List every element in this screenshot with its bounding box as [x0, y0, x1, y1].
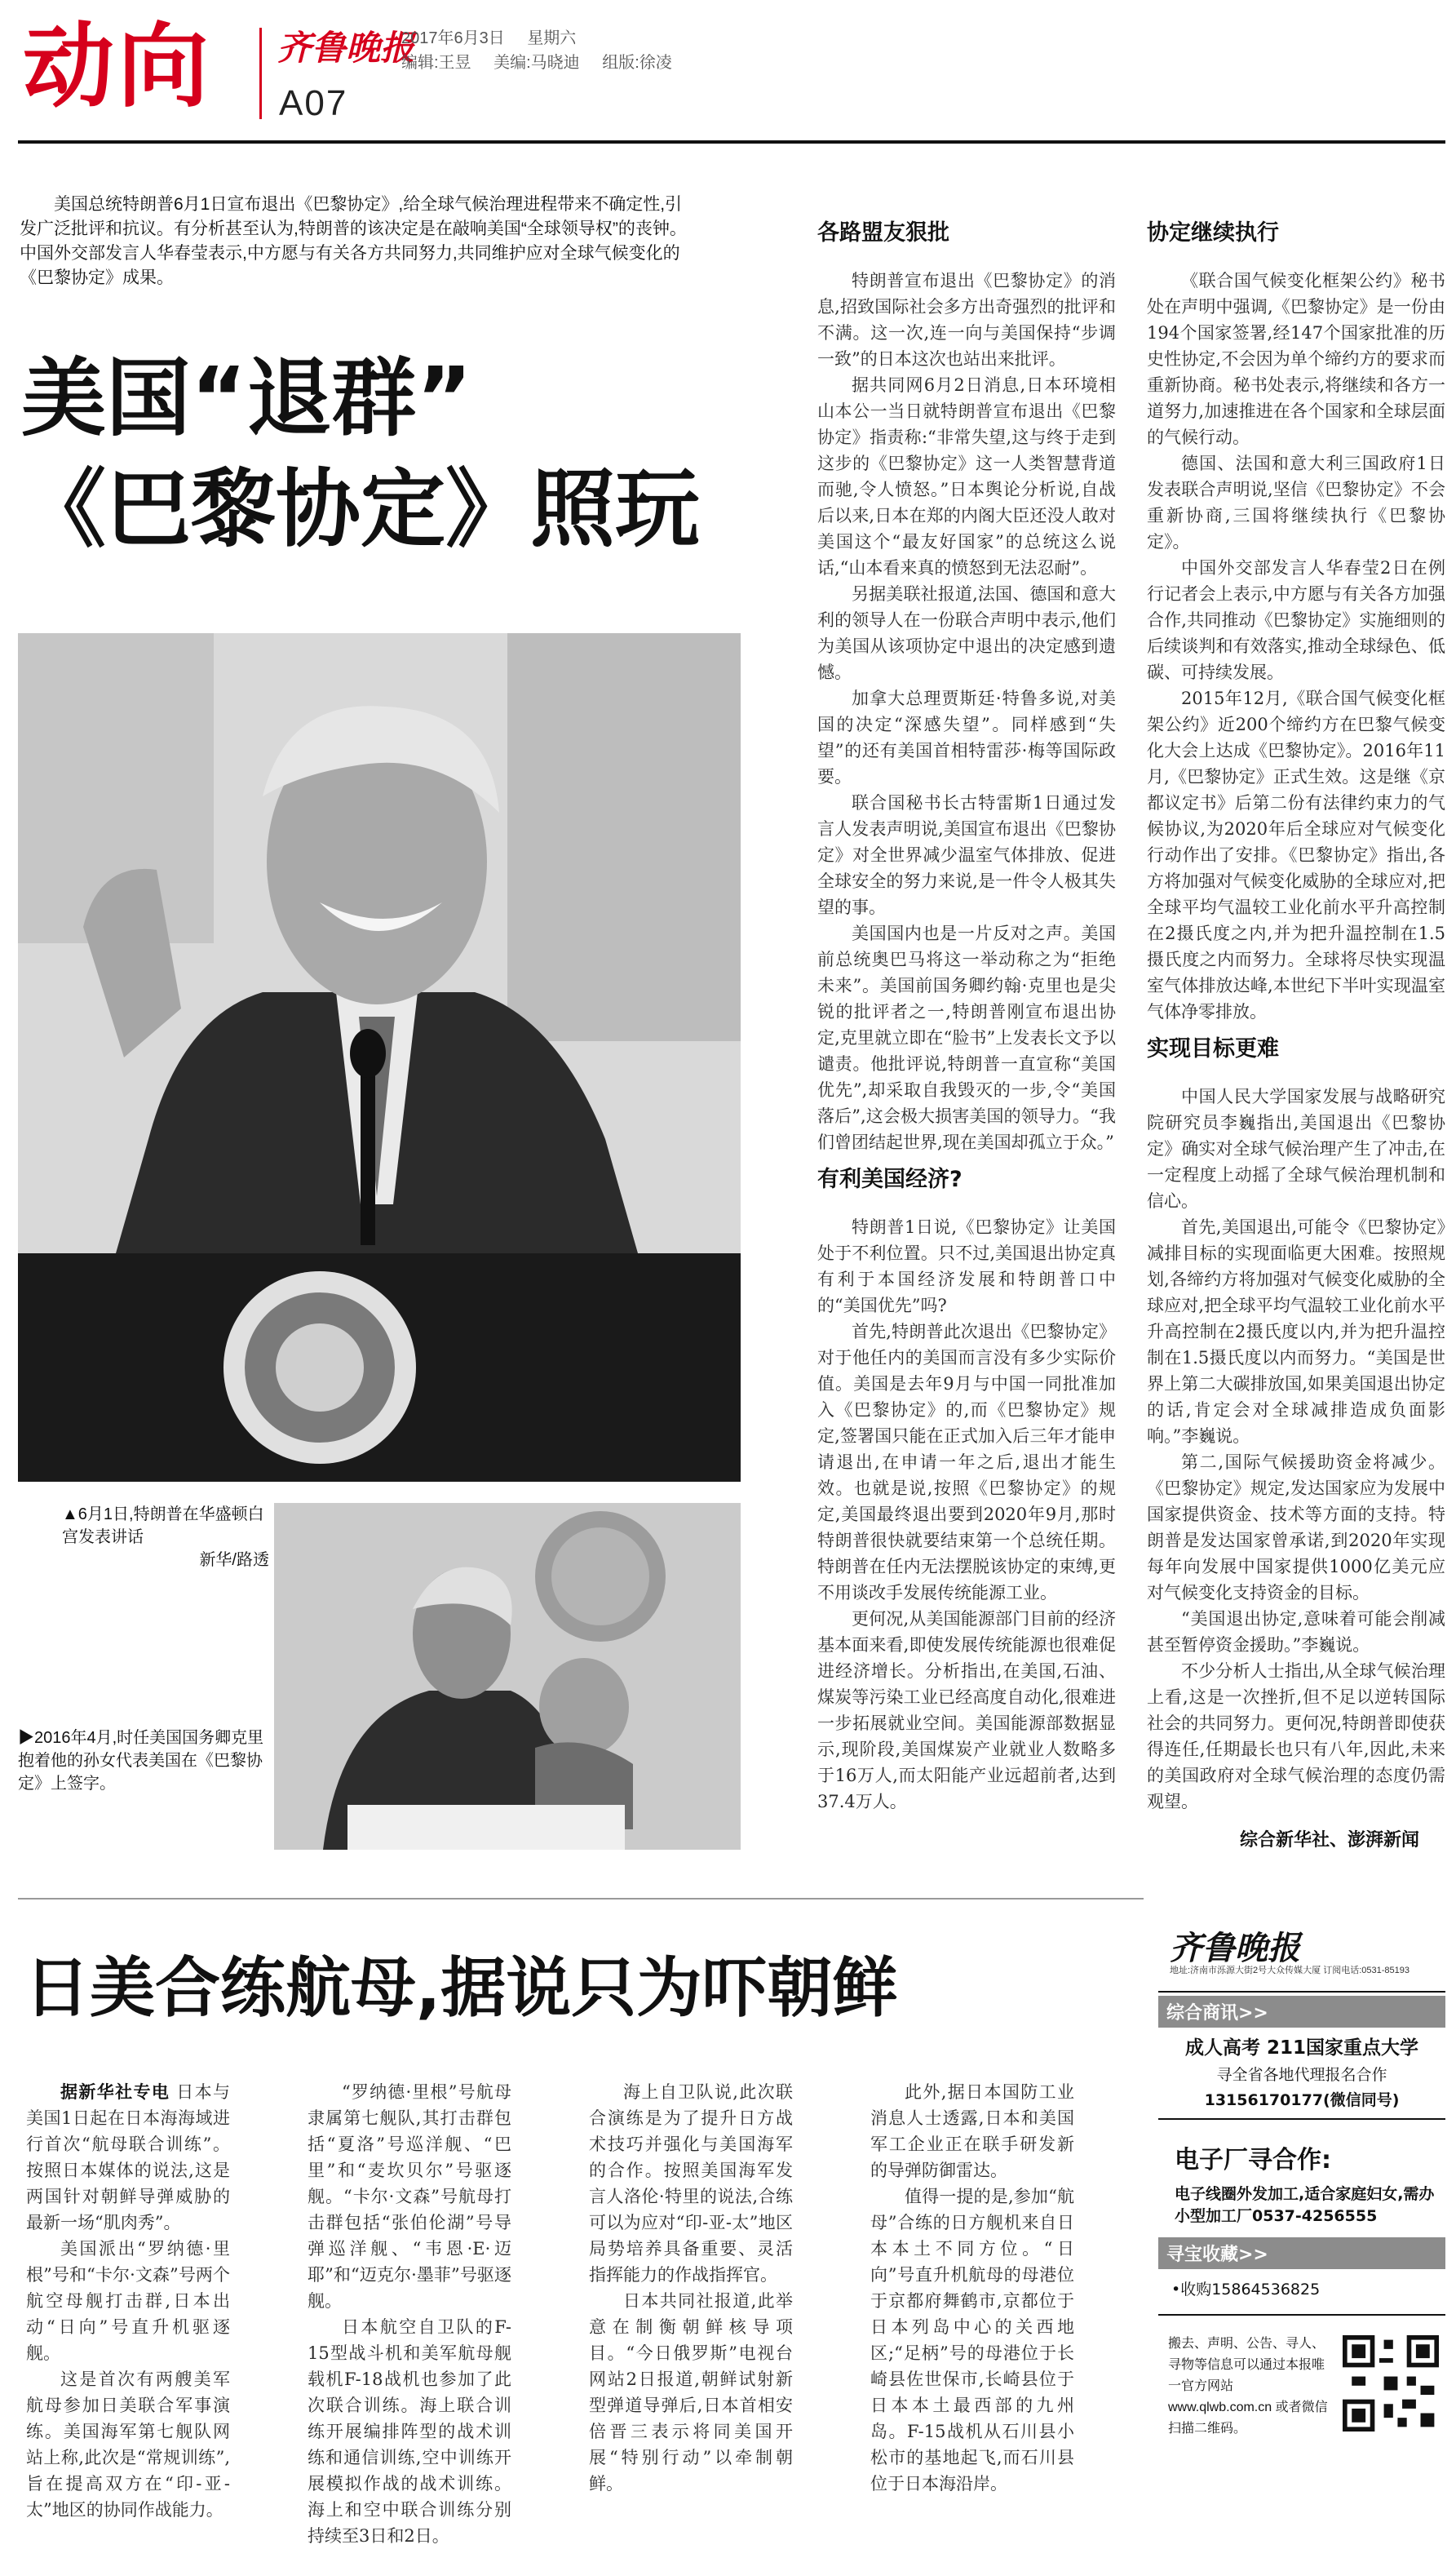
lead-column-a — [817, 209, 1116, 1815]
page-number: A07 — [279, 83, 348, 123]
masthead — [18, 11, 1445, 127]
newspaper-logo: 齐鲁晚报 — [277, 28, 415, 68]
paragraph: 首先,美国退出,可能令《巴黎协定》减排目标的实现面临更大困难。按照规划,各缔约方将加强对气候变化威胁的全球应对,把全球平均气温较工业化前水平升高控制在2摄氏度以内,并为把升温控制在1.5摄氏度以内而努力。“美国是世界上第二大碳排放国,如果美国退出协定的话,肯定会对全球减排造成负面影响。”李巍说。 — [1147, 1217, 1445, 1446]
ad-body: 电子线圈外发加工,适合家庭妇女,需办小型加工厂0537-4256555 — [1175, 2185, 1435, 2225]
qr-code-icon — [1343, 2335, 1439, 2432]
paragraph: 美国派出“罗纳德·里根”号和“卡尔·文森”号两个航空母舰打击群,日本出动“日向”号直升机驱逐舰。 — [26, 2239, 230, 2363]
paragraph: 这是首次有两艘美军航母参加日美联合军事演练。美国海军第七舰队网站上称,此次是“常规训练”,旨在提高双方在“印-亚-太”地区的协同作战能力。 — [26, 2369, 230, 2520]
ads-website-notice — [1158, 2322, 1445, 2485]
ads-category-collectibles: 寻宝收藏>> — [1158, 2237, 1445, 2269]
ads-category-general: 综合商讯>> — [1158, 1996, 1445, 2028]
classified-ads — [1158, 1917, 1445, 2489]
paragraph: 德国、法国和意大利三国政府1日发表联合声明说,坚信《巴黎协定》不会重新协商,三国将继续执行《巴黎协定》。 — [1147, 454, 1445, 552]
article-source: 综合新华社、澎湃新闻 — [1240, 1829, 1420, 1850]
photo-kerry-signing — [274, 1503, 741, 1850]
second-column-4 — [870, 2079, 1074, 2497]
ads-logo: 齐鲁晚报 — [1170, 1929, 1300, 1967]
issue-date — [401, 24, 594, 48]
date: 2017年6月3日 — [401, 29, 505, 47]
paragraph: 《联合国气候变化框架公约》秘书处在声明中强调,《巴黎协定》是一份由194个国家签署,经147个国家批准的历史性协定,不会因为单个缔约方的要求而重新协商。秘书处表示,将继续和各方一道努力,加速推进在各个国家和全球层面的气候行动。 — [1147, 271, 1445, 447]
paragraph: 更何况,从美国能源部门目前的经济基本面来看,即使发展传统能源也很难促进经济增长。分析指出,在美国,石油、煤炭等污染工业已经高度自动化,很难进一步拓展就业空间。美国能源部数据显示,现阶段,美国煤炭产业就业人数略多于16万人,而太阳能产业远超前者,达到37.4万人。 — [817, 1609, 1116, 1811]
photo-trump-illustration — [18, 633, 741, 1482]
ad-title: 成人高考 211国家重点大学 — [1184, 2037, 1419, 2059]
paragraph: “美国退出协定,意味着可能会削减甚至暂停资金援助。”李巍说。 — [1147, 1609, 1445, 1655]
paragraph: 中国人民大学国家发展与战略研究院研究员李巍指出,美国退出《巴黎协定》确实对全球气候治理产生了冲击,在一定程度上动摇了全球气候治理机制和信心。 — [1147, 1087, 1445, 1211]
top-rule — [18, 140, 1445, 144]
subhead-harder-goals: 实现目标更难 — [1147, 1036, 1279, 1062]
paragraph: 据共同网6月2日消息,日本环境相山本公一当日就特朗普宣布退出《巴黎协定》指责称:“非常失望,这与终于走到这步的《巴黎协定》这一人类智慧背道而驰,令人愤怒。”日本舆论分析说,自战后以来,日本在郑的内阁大臣还没人敢对美国这个“最友好国家”的总统这么说话,“山本看来真的愤怒到无法忍耐”。 — [817, 375, 1116, 578]
second-headline: 日美合练航母,据说只为吓朝鲜 — [24, 1950, 898, 2026]
ads-contact-info: 地址:济南市泺源大街2号大众传媒大厦 订阅电话:0531-85193 — [1170, 1966, 1410, 1975]
paragraph — [26, 2079, 230, 2236]
ad-subtitle: 寻全省各地代理报名合作 — [1216, 2066, 1387, 2084]
paragraph: 美国国内也是一片反对之声。美国前总统奥巴马将这一举动称之为“拒绝未来”。美国前国务卿约翰·克里也是尖锐的批评者之一,特朗普刚宣布退出协定,克里就立即在“脸书”上发表长文予以谴责。他批评说,特朗普一直宣称“美国优先”,却采取自我毁灭的一步,令“美国落后”,这会极大损害美国的领导力。“我们曾团结起世界,现在美国却孤立于众。” — [817, 924, 1116, 1152]
headline-line-2: 《巴黎协定》照玩 — [21, 459, 701, 559]
photo-trump-speech — [18, 633, 741, 1482]
second-column-2 — [308, 2079, 511, 2549]
headline-line-1: 美国“退群” — [21, 348, 472, 448]
paragraph: 加拿大总理贾斯廷·特鲁多说,对美国的决定“深感失望”。同样感到“失望”的还有美国首相特雷莎·梅等国际政要。 — [817, 689, 1116, 787]
paragraph: 日本航空自卫队的F-15型战斗机和美军航母舰载机F-18战机也参加了此次联合训练。海上联合训练开展编排阵型的战术训练和通信训练,空中训练开展模拟作战的战术训练。海上和空中联合训练分别持续至3日和2日。 — [308, 2317, 511, 2546]
ads-divider — [1158, 2118, 1445, 2120]
art-editor: 美编:马晓迪 — [493, 54, 580, 72]
second-column-3 — [589, 2079, 793, 2497]
proofreader: 组版:徐凌 — [602, 54, 672, 72]
weekday: 星期六 — [527, 29, 577, 47]
subhead-allies-criticize: 各路盟友狠批 — [817, 220, 949, 246]
second-column-1 — [26, 2079, 230, 2523]
lead-headline — [21, 343, 739, 565]
ads-divider — [1158, 2314, 1445, 2316]
paragraph: 第二,国际气候援助资金将减少。《巴黎协定》规定,发达国家应为发展中国家提供资金、技术等方面的支持。特朗普是发达国家曾承诺,到2020年实现每年向发展中国家提供1000亿美元应对气候变化支持资金的目标。 — [1147, 1452, 1445, 1603]
paragraph: 另据美联社报道,法国、德国和意大利的领导人在一份联合声明中表示,他们为美国从该项协定中退出的决定感到遗憾。 — [817, 584, 1116, 682]
paragraph: 首先,特朗普此次退出《巴黎协定》对于他任内的美国而言没有多少实际价值。美国是去年9月与中国一同批准加入《巴黎协定》的,而《巴黎协定》规定,签署国只能在正式加入后三年才能申请退出,在申请一年之后,退出才能生效。也就是说,按照《巴黎协定》的规定,美国最终退出要到2020年9月,那时特朗普很快就要结束第一个总统任期。特朗普在任内无法摆脱该协定的束缚,更不用谈改手发展传统能源工业。 — [817, 1322, 1116, 1603]
section-divider — [18, 1898, 1144, 1900]
paragraph: 日本共同社报道,此举意在制衡朝鲜核导项目。“今日俄罗斯”电视台网站2日报道,朝鲜试射新型弹道导弹后,日本首相安倍晋三表示将同美国开展“特别行动”以牵制朝鲜。 — [589, 2291, 793, 2494]
paragraph: “罗纳德·里根”号航母隶属第七舰队,其打击群包括“夏洛”号巡洋舰、“巴里”和“麦坎贝尔”号驱逐舰。“卡尔·文森”号航母打击群包括“张伯伦湖”号导弹巡洋舰、“韦恩·E·迈耶”和“迈克尔·墨菲”号驱逐舰。 — [308, 2082, 511, 2311]
caption-1-text: ▲6月1日,特朗普在华盛顿白宫发表讲话 — [62, 1505, 264, 1546]
section-name: 动向 — [23, 14, 212, 120]
paragraph-text: 日本与美国1日起在日本海海域进行首次“航母联合训练”。按照日本媒体的说法,这是两国针对朝鲜导弹威胁的最新一场“肌肉秀”。 — [26, 2082, 231, 2232]
ad-phone: 13156170177(微信同号) — [1204, 2091, 1400, 2109]
paragraph: 海上自卫队说,此次联合演练是为了提升日方战术技巧并强化与美国海军的合作。按照美国海军发言人洛伦·特里的说法,合练可以为应对“印-亚-太”地区局势培养具备重要、灵活指挥能力的作战指挥官。 — [589, 2082, 793, 2285]
ad-collect: •收购15864536825 — [1171, 2281, 1321, 2299]
ads-notice-text: 搬去、声明、公告、寻人、寻物等信息可以通过本报唯一官方网站 www.qlwb.com.cn 或者微信扫描二维码。 — [1168, 2337, 1328, 2436]
ad-adult-education — [1158, 2033, 1445, 2110]
paragraph: 特朗普宣布退出《巴黎协定》的消息,招致国际社会多方出奇强烈的批评和不满。这一次,连一向与美国保持“步调一致”的日本这次也站出来批评。 — [817, 271, 1116, 369]
staff-credits — [401, 49, 690, 73]
paragraph: 特朗普1日说,《巴黎协定》让美国处于不利位置。只不过,美国退出协定真有利于本国经济发展和特朗普口中的“美国优先”吗? — [817, 1217, 1116, 1315]
masthead-divider — [259, 28, 262, 119]
dateline: 据新华社专电 — [60, 2082, 170, 2102]
photo-caption-1 — [62, 1503, 269, 1572]
paragraph: 值得一提的是,参加“航母”合练的日方舰机来自日本本土不同方位。“日向”号直升机航母的母港位于京都府舞鹤市,京都位于日本列岛中心的关西地区;“足柄”号的母港位于长崎县佐世保市,长崎县位于日本本土最西部的九州岛。F-15战机从石川县小松市的基地起飞,而石川县位于日本海沿岸。 — [870, 2187, 1074, 2494]
subhead-agreement-continues: 协定继续执行 — [1147, 220, 1279, 246]
editor: 编辑:王昱 — [401, 54, 471, 72]
paragraph: 不少分析人士指出,从全球气候治理上看,这是一次挫折,但不足以逆转国际社会的共同努力。更何况,特朗普即使获得连任,任期最长也只有八年,因此,未来的美国政府对全球气候治理的态度仍需观望。 — [1147, 1661, 1445, 1811]
paragraph: 2015年12月,《联合国气候变化框架公约》近200个缔约方在巴黎气候变化大会上达成《巴黎协定》。2016年11月,《巴黎协定》正式生效。这是继《京都议定书》后第二份有法律约束力的气候协议,为2020年后全球应对气候变化行动作出了安排。《巴黎协定》指出,各方将加强对气候变化威胁的全球应对,把全球平均气温较工业化前水平升高控制在2摄氏度之内,并为把升温控制在1.5摄氏度之内而努力。全球将尽快实现温室气体排放达峰,本世纪下半叶实现温室气体净零排放。 — [1147, 689, 1445, 1022]
ad-electronics-factory — [1158, 2126, 1445, 2234]
paragraph: 联合国秘书长古特雷斯1日通过发言人发表声明说,美国宣布退出《巴黎协定》对全世界减少温室气体排放、促进全球安全的努力来说,是一件令人极其失望的事。 — [817, 793, 1116, 917]
ads-masthead — [1158, 1917, 1445, 1993]
caption-1-credit: 新华/路透 — [199, 1551, 269, 1569]
lead-column-b — [1147, 209, 1445, 1815]
paragraph: 此外,据日本国防工业消息人士透露,日本和美国军工企业正在联手研发新的导弹防御雷达。 — [870, 2082, 1074, 2180]
photo-caption-2: ▶2016年4月,时任美国国务卿克里抱着他的孙女代表美国在《巴黎协定》上签字。 — [18, 1729, 264, 1793]
paragraph: 中国外交部发言人华春莹2日在例行记者会上表示,中方愿与有关各方加强合作,共同推动《巴黎协定》实施细则的后续谈判和有效落实,推动全球绿色、低碳、可持续发展。 — [1147, 558, 1445, 682]
lead-intro: 美国总统特朗普6月1日宣布退出《巴黎协定》,给全球气候治理进程带来不确定性,引发广泛批评和抗议。有分析甚至认为,特朗普的该决定是在敲响美国“全球领导权”的丧钟。中国外交部发言人华春莹表示,中方愿与有关各方共同努力,共同维护应对全球气候变化的《巴黎协定》成果。 — [20, 195, 687, 287]
photo-kerry-illustration — [274, 1503, 741, 1850]
subhead-us-economy: 有利美国经济? — [817, 1167, 963, 1192]
ad-title: 电子厂寻合作: — [1175, 2146, 1331, 2174]
